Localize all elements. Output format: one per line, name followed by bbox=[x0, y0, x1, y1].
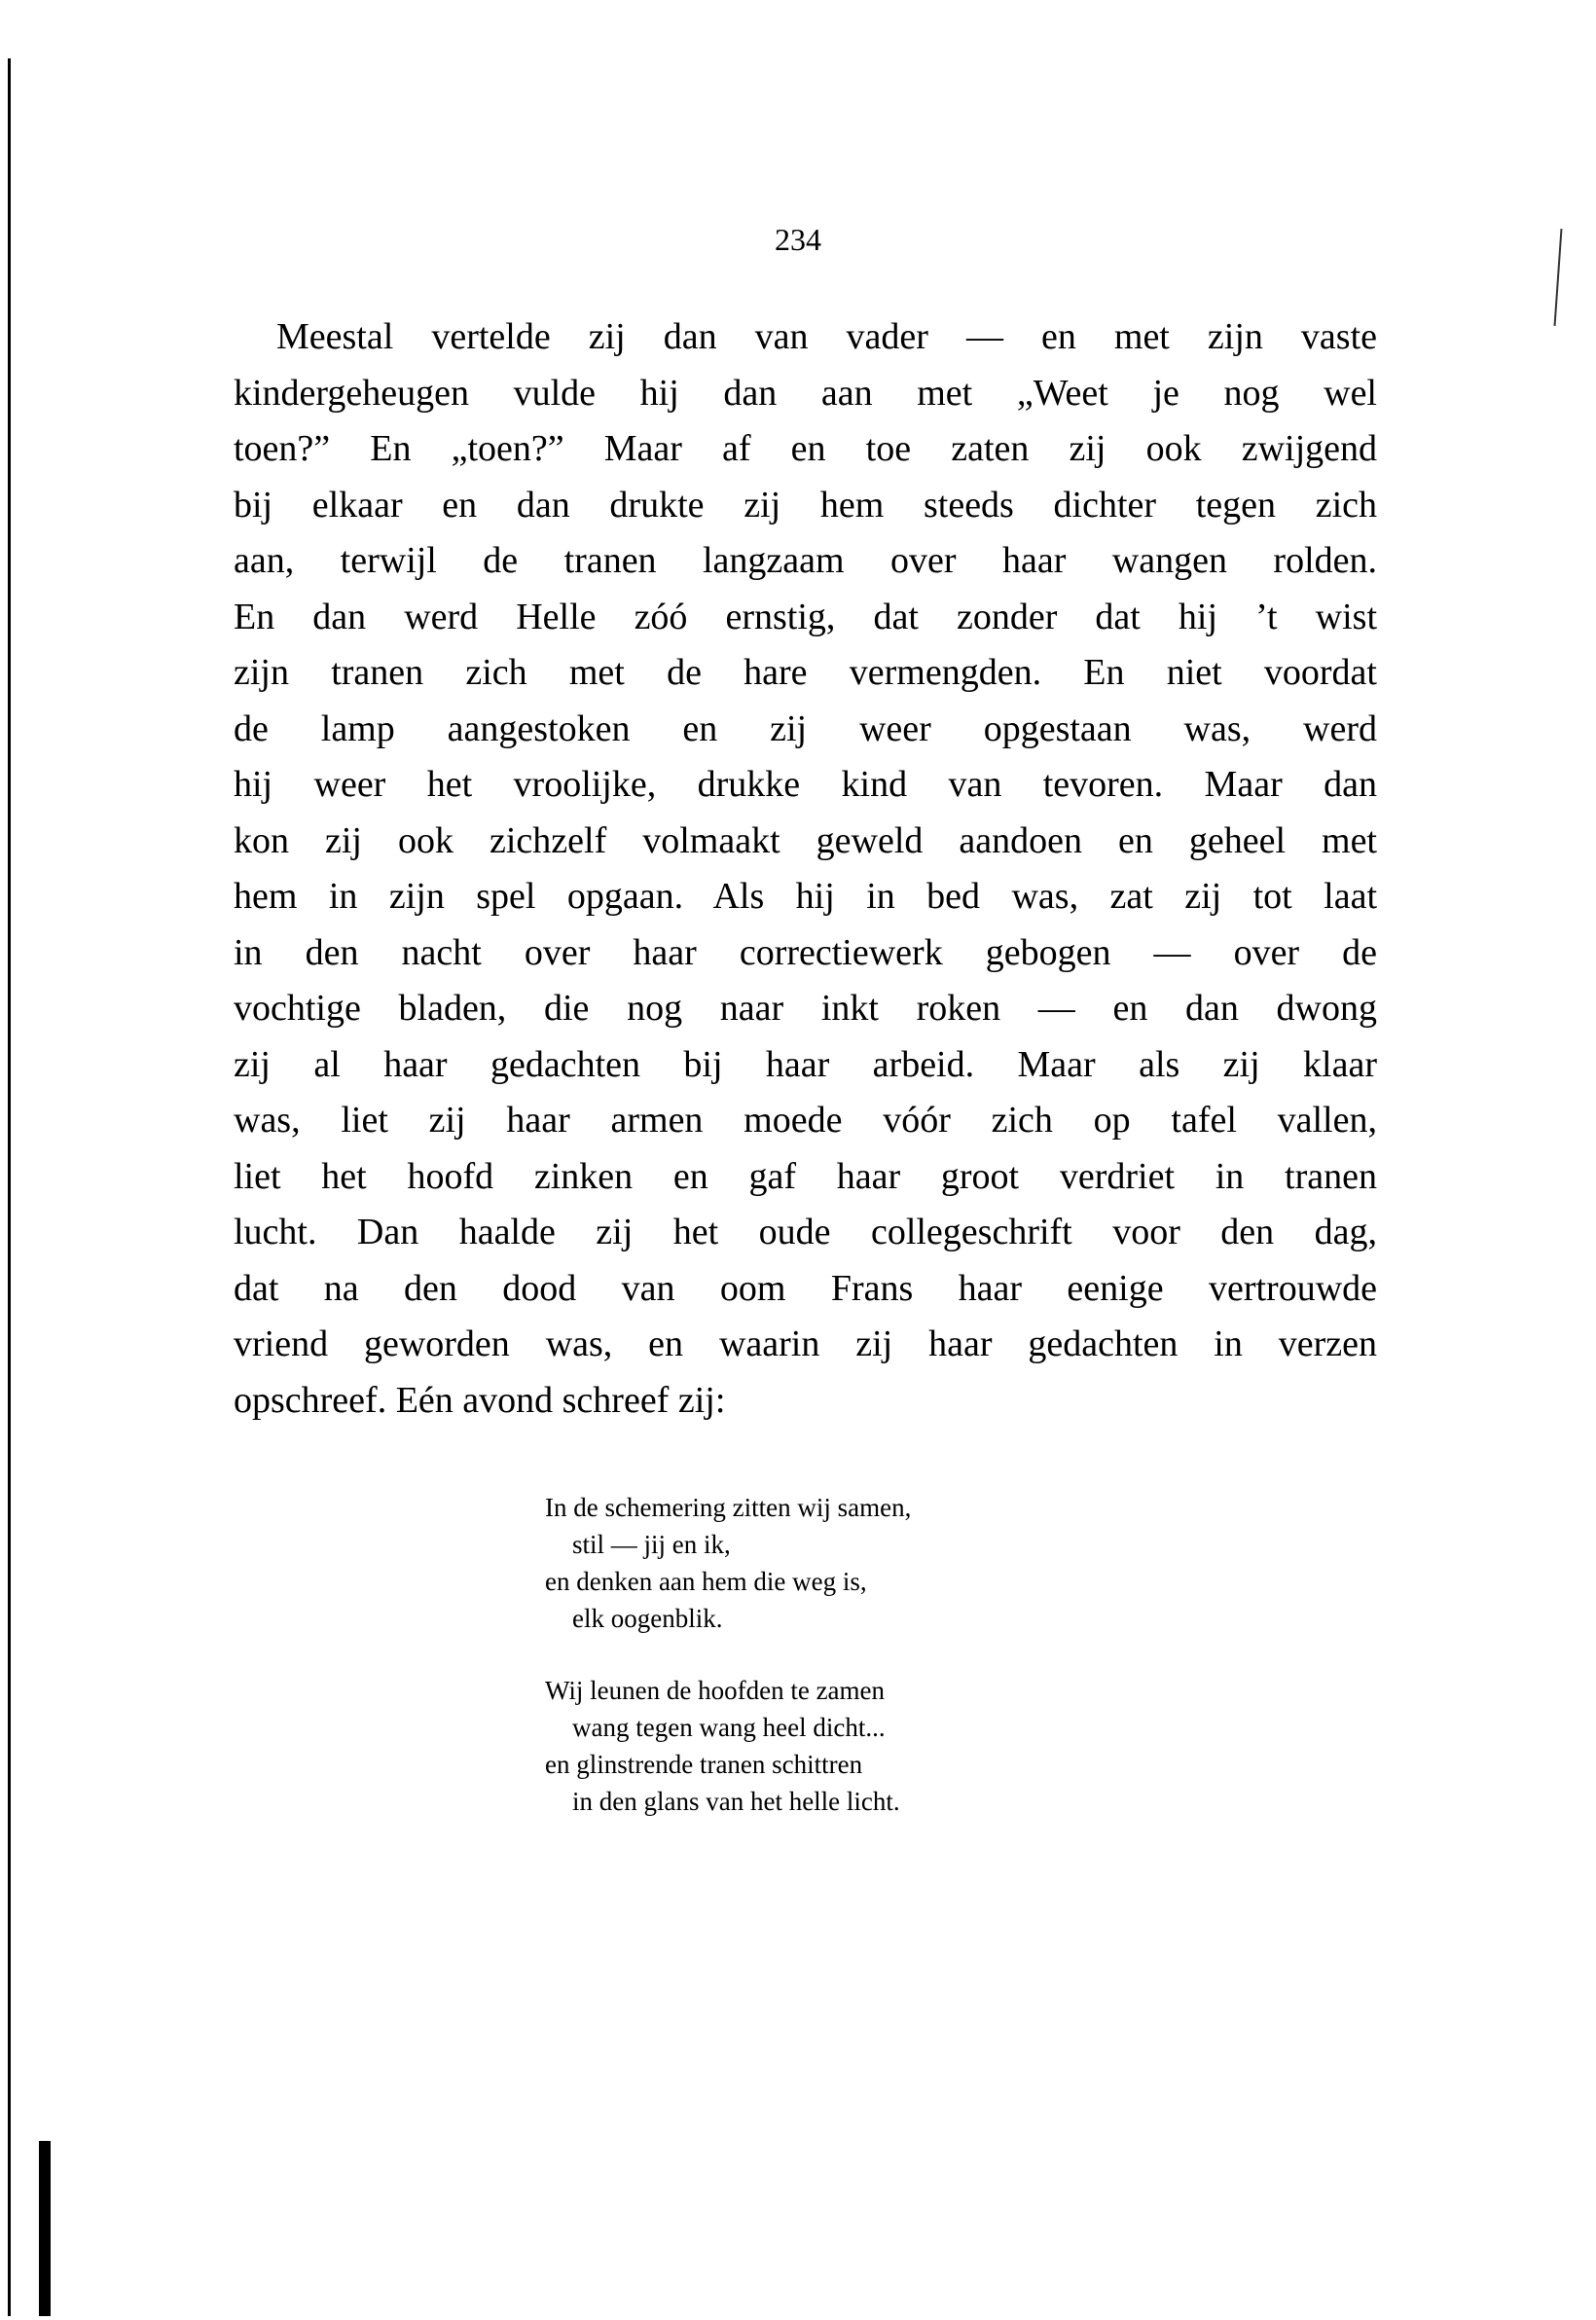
text-line: zij al haar gedachten bij haar arbeid. Maar als zij klaar bbox=[234, 1043, 1377, 1085]
text-line: liet het hoofd zinken en gaf haar groot verdriet in tranen bbox=[234, 1155, 1377, 1197]
poem-line: en denken aan hem die weg is, bbox=[545, 1567, 867, 1596]
text-line: de lamp aangestoken en zij weer opgestaan was, werd bbox=[234, 707, 1377, 749]
text-line: lucht. Dan haalde zij het oude collegeschrift voor den dag, bbox=[234, 1212, 1377, 1252]
text-line: vochtige bladen, die nog naar inkt roken — en dan dwong bbox=[234, 988, 1377, 1029]
poem-line: en glinstrende tranen schittren bbox=[545, 1750, 863, 1779]
text-line: hij weer het vroolijke, drukke kind van tevoren. Maar dan bbox=[234, 764, 1377, 805]
paragraph bbox=[234, 309, 1377, 1429]
text-line: kon zij ook zichzelf volmaakt geweld aandoen en geheel met bbox=[234, 819, 1377, 861]
text-line: vriend geworden was, en waarin zij haar gedachten in verzen bbox=[234, 1323, 1377, 1364]
text-line: was, liet zij haar armen moede vóór zich op tafel vallen, bbox=[234, 1100, 1377, 1141]
text-line: dat na den dood van oom Frans haar eenige vertrouwde bbox=[234, 1267, 1377, 1309]
text-line: zijn tranen zich met de hare vermengden. En niet voordat bbox=[234, 652, 1377, 693]
text-line: bij elkaar en dan drukte zij hem steeds dichter tegen zich bbox=[234, 484, 1377, 526]
poem-line: in den glans van het helle licht. bbox=[572, 1787, 900, 1816]
poem-line: stil — jij en ik, bbox=[572, 1530, 731, 1559]
poem-stanza bbox=[545, 1672, 911, 1820]
text-line: En dan werd Helle zóó ernstig, dat zonder dat hij ’t wist bbox=[234, 596, 1377, 637]
text-line: kindergeheugen vulde hij dan aan met „Weet je nog wel bbox=[234, 372, 1377, 414]
text-line: opschreef. Eén avond schreef zij: bbox=[234, 1379, 726, 1421]
text-line: in den nacht over haar correctiewerk gebogen — over de bbox=[234, 931, 1377, 973]
page-number: 234 bbox=[775, 222, 821, 257]
text-line: hem in zijn spel opgaan. Als hij in bed was, zat zij tot laat bbox=[234, 876, 1377, 917]
scan-binding-shadow bbox=[39, 2141, 51, 2316]
poem-line: wang tegen wang heel dicht... bbox=[572, 1713, 886, 1742]
poem-line: elk oogenblik. bbox=[572, 1604, 723, 1633]
text-line: Meestal vertelde zij dan van vader — en met zijn vaste bbox=[276, 316, 1377, 357]
text-line: toen?” En „toen?” Maar af en toe zaten zij ook zwijgend bbox=[234, 428, 1377, 469]
text-line: aan, terwijl de tranen langzaam over haar wangen rolden. bbox=[234, 540, 1377, 581]
poem-stanza bbox=[545, 1489, 911, 1637]
poem-line: Wij leunen de hoofden te zamen bbox=[545, 1676, 886, 1705]
poem-line: In de schemering zitten wij samen, bbox=[545, 1493, 912, 1522]
poem bbox=[545, 1489, 911, 1855]
scan-left-edge bbox=[8, 58, 11, 2316]
